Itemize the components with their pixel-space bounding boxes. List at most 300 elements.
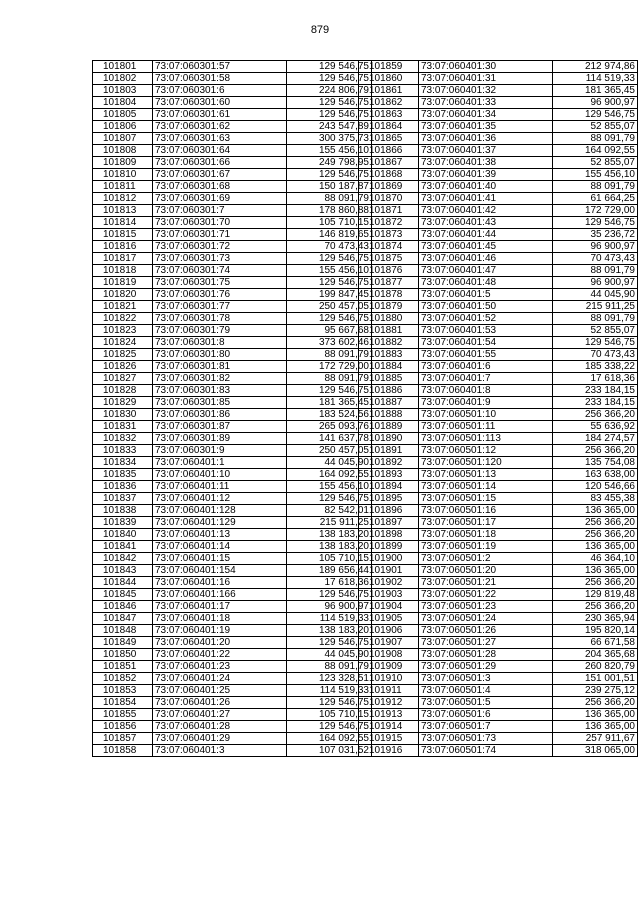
cadastral-number: 73:07:060401:154 — [153, 565, 287, 577]
row-number: 101845 — [93, 589, 153, 601]
cadastral-value: 199 847,45 — [287, 289, 372, 301]
cadastral-value: 155 456,10 — [287, 265, 372, 277]
cadastral-value: 256 366,20 — [553, 409, 638, 421]
row-number: 101864 — [359, 121, 419, 133]
cadastral-number: 73:07:060401:11 — [153, 481, 287, 493]
cadastral-number: 73:07:060501:10 — [419, 409, 553, 421]
cadastral-value: 88 091,79 — [287, 349, 372, 361]
table-row — [93, 589, 372, 601]
table-row — [359, 61, 638, 73]
row-number: 101888 — [359, 409, 419, 421]
cadastral-value: 88 091,79 — [287, 193, 372, 205]
cadastral-number: 73:07:060501:20 — [419, 565, 553, 577]
cadastral-number: 73:07:060301:70 — [153, 217, 287, 229]
table-row — [93, 553, 372, 565]
cadastral-value: 249 798,95 — [287, 157, 372, 169]
table-row — [93, 517, 372, 529]
row-number: 101904 — [359, 601, 419, 613]
cadastral-number: 73:07:060401:44 — [419, 229, 553, 241]
cadastral-value: 136 365,00 — [553, 565, 638, 577]
cadastral-value: 96 900,97 — [553, 277, 638, 289]
table-row — [359, 301, 638, 313]
row-number: 101898 — [359, 529, 419, 541]
row-number: 101873 — [359, 229, 419, 241]
row-number: 101831 — [93, 421, 153, 433]
table-row — [93, 541, 372, 553]
table-row — [359, 157, 638, 169]
cadastral-value: 172 729,00 — [287, 361, 372, 373]
table-row — [93, 565, 372, 577]
cadastral-number: 73:07:060401:38 — [419, 157, 553, 169]
row-number: 101895 — [359, 493, 419, 505]
cadastral-value: 155 456,10 — [287, 481, 372, 493]
cadastral-value: 318 065,00 — [553, 745, 638, 757]
table-row — [359, 601, 638, 613]
table-row — [359, 517, 638, 529]
table-row — [359, 745, 638, 757]
table-row — [359, 289, 638, 301]
cadastral-value: 105 710,15 — [287, 553, 372, 565]
table-row — [93, 289, 372, 301]
row-number: 101916 — [359, 745, 419, 757]
cadastral-value: 129 546,75 — [287, 493, 372, 505]
table-row — [93, 421, 372, 433]
row-number: 101867 — [359, 157, 419, 169]
row-number: 101881 — [359, 325, 419, 337]
row-number: 101804 — [93, 97, 153, 109]
cadastral-number: 73:07:060501:17 — [419, 517, 553, 529]
table-row — [93, 61, 372, 73]
cadastral-number: 73:07:060401:32 — [419, 85, 553, 97]
cadastral-number: 73:07:060501:21 — [419, 577, 553, 589]
row-number: 101801 — [93, 61, 153, 73]
row-number: 101903 — [359, 589, 419, 601]
row-number: 101828 — [93, 385, 153, 397]
cadastral-value: 52 855,07 — [553, 157, 638, 169]
cadastral-value: 260 820,79 — [553, 661, 638, 673]
cadastral-value: 88 091,79 — [553, 133, 638, 145]
table-row — [93, 85, 372, 97]
row-number: 101806 — [93, 121, 153, 133]
cadastral-number: 73:07:060501:5 — [419, 697, 553, 709]
cadastral-number: 73:07:060401:50 — [419, 301, 553, 313]
cadastral-value: 114 519,33 — [287, 685, 372, 697]
cadastral-number: 73:07:060401:28 — [153, 721, 287, 733]
cadastral-value: 88 091,79 — [553, 181, 638, 193]
row-number: 101907 — [359, 637, 419, 649]
row-number: 101879 — [359, 301, 419, 313]
row-number: 101899 — [359, 541, 419, 553]
cadastral-number: 73:07:060301:78 — [153, 313, 287, 325]
row-number: 101911 — [359, 685, 419, 697]
table-row — [359, 85, 638, 97]
cadastral-value: 88 091,79 — [287, 661, 372, 673]
table-row — [93, 709, 372, 721]
cadastral-value: 107 031,52 — [287, 745, 372, 757]
cadastral-value: 224 806,79 — [287, 85, 372, 97]
cadastral-number: 73:07:060301:61 — [153, 109, 287, 121]
cadastral-value: 164 092,55 — [287, 469, 372, 481]
table-row — [93, 733, 372, 745]
cadastral-number: 73:07:060301:87 — [153, 421, 287, 433]
row-number: 101811 — [93, 181, 153, 193]
cadastral-value: 257 911,67 — [553, 733, 638, 745]
cadastral-number: 73:07:060401:43 — [419, 217, 553, 229]
cadastral-value: 138 183,20 — [287, 625, 372, 637]
row-number: 101861 — [359, 85, 419, 97]
cadastral-number: 73:07:060301:86 — [153, 409, 287, 421]
cadastral-number: 73:07:060401:18 — [153, 613, 287, 625]
cadastral-value: 136 365,00 — [553, 709, 638, 721]
row-number: 101850 — [93, 649, 153, 661]
cadastral-number: 73:07:060301:68 — [153, 181, 287, 193]
row-number: 101865 — [359, 133, 419, 145]
row-number: 101894 — [359, 481, 419, 493]
table-row — [359, 505, 638, 517]
cadastral-value: 136 365,00 — [553, 505, 638, 517]
cadastral-number: 73:07:060401:166 — [153, 589, 287, 601]
cadastral-number: 73:07:060501:24 — [419, 613, 553, 625]
cadastral-value: 82 542,01 — [287, 505, 372, 517]
table-row — [359, 73, 638, 85]
cadastral-number: 73:07:060301:72 — [153, 241, 287, 253]
cadastral-value: 17 618,36 — [553, 373, 638, 385]
cadastral-number: 73:07:060401:26 — [153, 697, 287, 709]
table-row — [93, 301, 372, 313]
table-row — [359, 133, 638, 145]
cadastral-number: 73:07:060501:7 — [419, 721, 553, 733]
cadastral-number: 73:07:060501:3 — [419, 673, 553, 685]
row-number: 101886 — [359, 385, 419, 397]
row-number: 101837 — [93, 493, 153, 505]
cadastral-number: 73:07:060301:66 — [153, 157, 287, 169]
cadastral-number: 73:07:060301:79 — [153, 325, 287, 337]
cadastral-value: 88 091,79 — [287, 373, 372, 385]
row-number: 101838 — [93, 505, 153, 517]
cadastral-number: 73:07:060401:41 — [419, 193, 553, 205]
cadastral-number: 73:07:060501:29 — [419, 661, 553, 673]
cadastral-value: 300 375,73 — [287, 133, 372, 145]
cadastral-value: 66 671,58 — [553, 637, 638, 649]
cadastral-number: 73:07:060401:31 — [419, 73, 553, 85]
cadastral-number: 73:07:060401:33 — [419, 97, 553, 109]
table-row — [359, 349, 638, 361]
table-row — [93, 457, 372, 469]
table-row — [93, 361, 372, 373]
cadastral-number: 73:07:060401:19 — [153, 625, 287, 637]
row-number: 101855 — [93, 709, 153, 721]
cadastral-number: 73:07:060301:58 — [153, 73, 287, 85]
row-number: 101848 — [93, 625, 153, 637]
row-number: 101857 — [93, 733, 153, 745]
cadastral-number: 73:07:060401:15 — [153, 553, 287, 565]
row-number: 101901 — [359, 565, 419, 577]
cadastral-value: 256 366,20 — [553, 529, 638, 541]
row-number: 101889 — [359, 421, 419, 433]
cadastral-number: 73:07:060501:16 — [419, 505, 553, 517]
cadastral-value: 129 546,75 — [287, 61, 372, 73]
cadastral-number: 73:07:060401:1 — [153, 457, 287, 469]
row-number: 101885 — [359, 373, 419, 385]
table-row — [359, 337, 638, 349]
cadastral-value: 17 618,36 — [287, 577, 372, 589]
row-number: 101836 — [93, 481, 153, 493]
cadastral-value: 138 183,20 — [287, 529, 372, 541]
cadastral-number: 73:07:060301:71 — [153, 229, 287, 241]
cadastral-value: 44 045,90 — [287, 649, 372, 661]
page-number: 879 — [310, 24, 330, 36]
cadastral-number: 73:07:060501:12 — [419, 445, 553, 457]
cadastral-number: 73:07:060401:40 — [419, 181, 553, 193]
cadastral-number: 73:07:060401:22 — [153, 649, 287, 661]
table-row — [93, 181, 372, 193]
cadastral-number: 73:07:060401:48 — [419, 277, 553, 289]
row-number: 101851 — [93, 661, 153, 673]
cadastral-value: 44 045,90 — [287, 457, 372, 469]
cadastral-number: 73:07:060301:74 — [153, 265, 287, 277]
cadastral-number: 73:07:060401:45 — [419, 241, 553, 253]
table-row — [93, 205, 372, 217]
cadastral-value: 151 001,51 — [553, 673, 638, 685]
table-row — [93, 337, 372, 349]
cadastral-value: 233 184,15 — [553, 385, 638, 397]
row-number: 101818 — [93, 265, 153, 277]
cadastral-value: 172 729,00 — [553, 205, 638, 217]
row-number: 101915 — [359, 733, 419, 745]
cadastral-number: 73:07:060301:73 — [153, 253, 287, 265]
table-row — [359, 637, 638, 649]
cadastral-number: 73:07:060401:7 — [419, 373, 553, 385]
cadastral-value: 136 365,00 — [553, 541, 638, 553]
table-row — [359, 721, 638, 733]
table-row — [359, 577, 638, 589]
row-number: 101897 — [359, 517, 419, 529]
cadastral-number: 73:07:060301:6 — [153, 85, 287, 97]
cadastral-number: 73:07:060501:18 — [419, 529, 553, 541]
row-number: 101823 — [93, 325, 153, 337]
row-number: 101862 — [359, 97, 419, 109]
cadastral-number: 73:07:060401:42 — [419, 205, 553, 217]
row-number: 101856 — [93, 721, 153, 733]
row-number: 101802 — [93, 73, 153, 85]
cadastral-number: 73:07:060401:52 — [419, 313, 553, 325]
row-number: 101906 — [359, 625, 419, 637]
cadastral-value: 265 093,76 — [287, 421, 372, 433]
cadastral-number: 73:07:060401:46 — [419, 253, 553, 265]
table-row — [93, 313, 372, 325]
row-number: 101882 — [359, 337, 419, 349]
row-number: 101821 — [93, 301, 153, 313]
cadastral-number: 73:07:060401:29 — [153, 733, 287, 745]
table-row — [359, 493, 638, 505]
table-row — [93, 685, 372, 697]
table-row — [93, 121, 372, 133]
row-number: 101905 — [359, 613, 419, 625]
table-row — [359, 673, 638, 685]
cadastral-number: 73:07:060301:81 — [153, 361, 287, 373]
cadastral-number: 73:07:060401:128 — [153, 505, 287, 517]
row-number: 101858 — [93, 745, 153, 757]
table-row — [93, 217, 372, 229]
cadastral-value: 250 457,05 — [287, 445, 372, 457]
row-number: 101890 — [359, 433, 419, 445]
cadastral-value: 123 328,51 — [287, 673, 372, 685]
cadastral-number: 73:07:060301:60 — [153, 97, 287, 109]
row-number: 101893 — [359, 469, 419, 481]
cadastral-value: 195 820,14 — [553, 625, 638, 637]
cadastral-number: 73:07:060301:83 — [153, 385, 287, 397]
cadastral-number: 73:07:060401:129 — [153, 517, 287, 529]
row-number: 101902 — [359, 577, 419, 589]
row-number: 101815 — [93, 229, 153, 241]
cadastral-number: 73:07:060501:19 — [419, 541, 553, 553]
table-row — [359, 277, 638, 289]
row-number: 101810 — [93, 169, 153, 181]
cadastral-value: 129 546,75 — [553, 217, 638, 229]
cadastral-value: 129 546,75 — [287, 277, 372, 289]
cadastral-value: 155 456,10 — [287, 145, 372, 157]
row-number: 101872 — [359, 217, 419, 229]
table-row — [359, 709, 638, 721]
cadastral-value: 35 236,72 — [553, 229, 638, 241]
cadastral-value: 129 546,75 — [287, 385, 372, 397]
table-row — [93, 109, 372, 121]
cadastral-value: 181 365,45 — [553, 85, 638, 97]
table-row — [359, 205, 638, 217]
table-row — [93, 613, 372, 625]
row-number: 101852 — [93, 673, 153, 685]
row-number: 101808 — [93, 145, 153, 157]
table-row — [359, 541, 638, 553]
row-number: 101912 — [359, 697, 419, 709]
row-number: 101824 — [93, 337, 153, 349]
cadastral-value: 61 664,25 — [553, 193, 638, 205]
cadastral-value: 250 457,05 — [287, 301, 372, 313]
cadastral-number: 73:07:060401:5 — [419, 289, 553, 301]
row-number: 101910 — [359, 673, 419, 685]
cadastral-value: 129 546,75 — [287, 313, 372, 325]
table-row — [359, 409, 638, 421]
cadastral-value: 70 473,43 — [553, 253, 638, 265]
cadastral-value: 129 546,75 — [287, 109, 372, 121]
cadastral-value: 136 365,00 — [553, 721, 638, 733]
row-number: 101896 — [359, 505, 419, 517]
row-number: 101834 — [93, 457, 153, 469]
cadastral-value: 150 187,87 — [287, 181, 372, 193]
row-number: 101814 — [93, 217, 153, 229]
cadastral-value: 129 546,75 — [287, 721, 372, 733]
table-row — [93, 397, 372, 409]
row-number: 101842 — [93, 553, 153, 565]
table-row — [359, 433, 638, 445]
cadastral-number: 73:07:060301:67 — [153, 169, 287, 181]
table-row — [93, 145, 372, 157]
row-number: 101826 — [93, 361, 153, 373]
cadastral-number: 73:07:060301:80 — [153, 349, 287, 361]
row-number: 101891 — [359, 445, 419, 457]
cadastral-number: 73:07:060301:77 — [153, 301, 287, 313]
row-number: 101846 — [93, 601, 153, 613]
cadastral-number: 73:07:060501:23 — [419, 601, 553, 613]
cadastral-value: 184 274,57 — [553, 433, 638, 445]
table-row — [93, 721, 372, 733]
row-number: 101809 — [93, 157, 153, 169]
table-row — [359, 265, 638, 277]
cadastral-number: 73:07:060501:4 — [419, 685, 553, 697]
cadastral-value: 44 045,90 — [553, 289, 638, 301]
table-row — [93, 385, 372, 397]
cadastral-number: 73:07:060401:16 — [153, 577, 287, 589]
table-row — [93, 661, 372, 673]
row-number: 101813 — [93, 205, 153, 217]
cadastral-value: 141 637,78 — [287, 433, 372, 445]
row-number: 101892 — [359, 457, 419, 469]
cadastral-number: 73:07:060301:63 — [153, 133, 287, 145]
table-row — [359, 481, 638, 493]
cadastral-value: 52 855,07 — [553, 121, 638, 133]
row-number: 101871 — [359, 205, 419, 217]
cadastral-value: 70 473,43 — [553, 349, 638, 361]
cadastral-number: 73:07:060501:11 — [419, 421, 553, 433]
cadastral-value: 129 546,75 — [287, 697, 372, 709]
cadastral-number: 73:07:060401:37 — [419, 145, 553, 157]
row-number: 101853 — [93, 685, 153, 697]
cadastral-value: 256 366,20 — [553, 697, 638, 709]
row-number: 101822 — [93, 313, 153, 325]
row-number: 101827 — [93, 373, 153, 385]
cadastral-value: 129 546,75 — [287, 169, 372, 181]
row-number: 101909 — [359, 661, 419, 673]
table-row — [359, 145, 638, 157]
cadastral-value: 129 546,75 — [287, 73, 372, 85]
cadastral-value: 114 519,33 — [553, 73, 638, 85]
row-number: 101900 — [359, 553, 419, 565]
cadastral-value: 120 546,66 — [553, 481, 638, 493]
cadastral-value: 256 366,20 — [553, 517, 638, 529]
cadastral-number: 73:07:060401:23 — [153, 661, 287, 673]
table-row — [359, 625, 638, 637]
cadastral-value: 52 855,07 — [553, 325, 638, 337]
table-row — [93, 637, 372, 649]
cadastral-value: 46 364,10 — [553, 553, 638, 565]
table-row — [93, 349, 372, 361]
table-row — [93, 133, 372, 145]
cadastral-value: 129 546,75 — [287, 97, 372, 109]
cadastral-value: 105 710,15 — [287, 217, 372, 229]
table-row — [359, 697, 638, 709]
table-row — [93, 649, 372, 661]
table-row — [359, 457, 638, 469]
cadastral-number: 73:07:060401:55 — [419, 349, 553, 361]
row-number: 101884 — [359, 361, 419, 373]
table-row — [93, 373, 372, 385]
table-row — [359, 253, 638, 265]
cadastral-number: 73:07:060401:6 — [419, 361, 553, 373]
table-row — [93, 433, 372, 445]
cadastral-number: 73:07:060501:74 — [419, 745, 553, 757]
row-number: 101878 — [359, 289, 419, 301]
row-number: 101832 — [93, 433, 153, 445]
table-row — [93, 169, 372, 181]
row-number: 101875 — [359, 253, 419, 265]
cadastral-number: 73:07:060401:39 — [419, 169, 553, 181]
row-number: 101870 — [359, 193, 419, 205]
cadastral-number: 73:07:060401:27 — [153, 709, 287, 721]
table-row — [359, 313, 638, 325]
table-row — [93, 493, 372, 505]
cadastral-number: 73:07:060401:30 — [419, 61, 553, 73]
cadastral-value: 185 338,22 — [553, 361, 638, 373]
